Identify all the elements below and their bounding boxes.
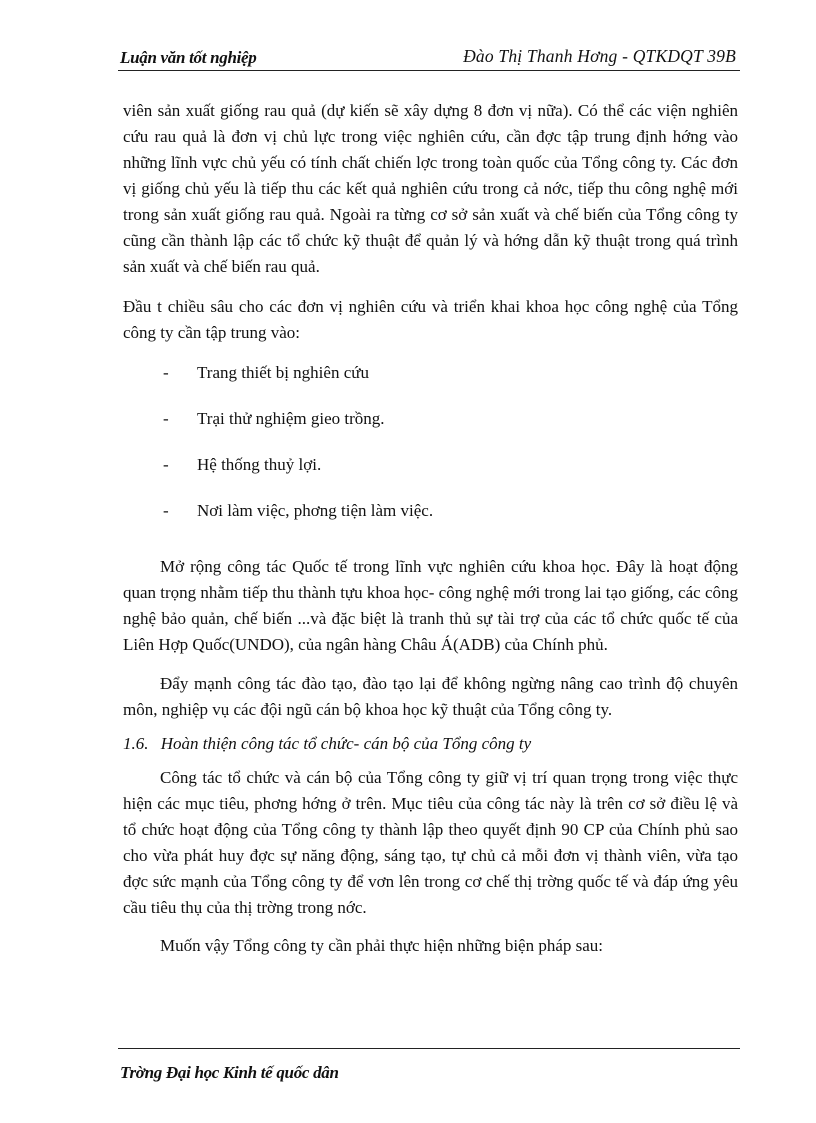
bullet-dash: - (163, 455, 169, 474)
list-item (123, 498, 738, 544)
page-footer (118, 1048, 740, 1082)
header-thesis-label: Luận văn tốt nghiệp (120, 48, 257, 67)
paragraph-training: Đẩy mạnh công tác đào tạo, đào tạo lại để không ngừng nâng cao trình độ chuyên môn, nghiệp vụ các đội ngũ cán bộ khoa học kỹ thuật của Tổng công ty. (123, 674, 738, 719)
paragraph-international-cooperation: Mở rộng công tác Quốc tế trong lĩnh vực nghiên cứu khoa học. Đây là hoạt động quan trọng nhằm tiếp thu thành tựu khoa học- công nghệ mới trong lai tạo giống, các công nghệ bảo quản, chế biến ...và đặc biệt là tranh thủ sự tài trợ của các tổ chức quốc tế của Liên Hợp Quốc(UNDO), của ngân hàng Châu Á(ADB) của Chính phủ. (123, 557, 738, 654)
paragraph-investment-intro: Đầu t chiều sâu cho các đơn vị nghiên cứu và triển khai khoa học công nghệ của Tổng công ty cần tập trung vào: (123, 297, 738, 342)
list-item (123, 406, 738, 452)
investment-list (123, 360, 738, 544)
list-item (123, 360, 738, 406)
list-item-text: Nơi làm việc, phơng tiện làm việc. (197, 501, 434, 520)
list-item (123, 452, 738, 498)
bullet-dash: - (163, 501, 169, 520)
page-body (123, 98, 738, 959)
bullet-dash: - (163, 409, 169, 428)
paragraph-organization: Công tác tổ chức và cán bộ của Tổng công ty giữ vị trí quan trọng trong việc thực hiện các mục tiêu, phơng hớng ở trên. Mục tiêu của công tác này là trên cơ sở điều lệ và tổ chức hoạt động của Tổng công ty thành lập theo quyết định 90 CP của Chính phủ sao cho vừa phát huy đợc sự năng động, sáng tạo, tự chủ cả mỗi đơn vị thành viên, vừa tạo đợc sức mạnh của Tổng công ty để vơn lên trong cơ chế thị trờng quốc tế và đáp ứng yêu cầu tiêu thụ của thị trờng trong nớc. (123, 768, 738, 917)
section-heading (123, 731, 738, 757)
header-author: Đào Thị Thanh Hơng - QTKDQT 39B (463, 46, 736, 66)
page-header (118, 44, 740, 71)
list-item-text: Hệ thống thuỷ lợi. (197, 455, 322, 474)
paragraph-research-units: viên sản xuất giống rau quả (dự kiến sẽ xây dựng 8 đơn vị nữa). Có thể các viện nghiên cứu rau quả là đơn vị chủ lực trong việc nghiên cứu, cần đợc tập trung định hớng vào những lĩnh vực chủ yếu có tính chất chiến lợc trong toàn quốc của Tổng công ty. Các đơn vị giống chủ yếu là tiếp thu các kết quả nghiên cứu trong cả nớc, tiếp thu công nghệ mới trong sản xuất giống rau quả. Ngoài ra từng cơ sở sản xuất và chế biến của Tổng công ty cũng cần thành lập các tổ chức kỹ thuật để quản lý và hớng dẫn kỹ thuật trong quá trình sản xuất và chế biến rau quả. (123, 101, 738, 276)
list-item-text: Trang thiết bị nghiên cứu (197, 363, 369, 382)
footer-university: Trờng Đại học Kinh tế quốc dân (120, 1063, 339, 1082)
paragraph-measures-intro: Muốn vậy Tổng công ty cần phải thực hiện những biện pháp sau: (160, 936, 604, 955)
list-item-text: Trại thử nghiệm gieo trồng. (197, 409, 385, 428)
bullet-dash: - (163, 363, 169, 382)
section-number: 1.6. (123, 734, 149, 753)
section-title: Hoàn thiện công tác tổ chức- cán bộ của Tổng công ty (160, 734, 532, 753)
